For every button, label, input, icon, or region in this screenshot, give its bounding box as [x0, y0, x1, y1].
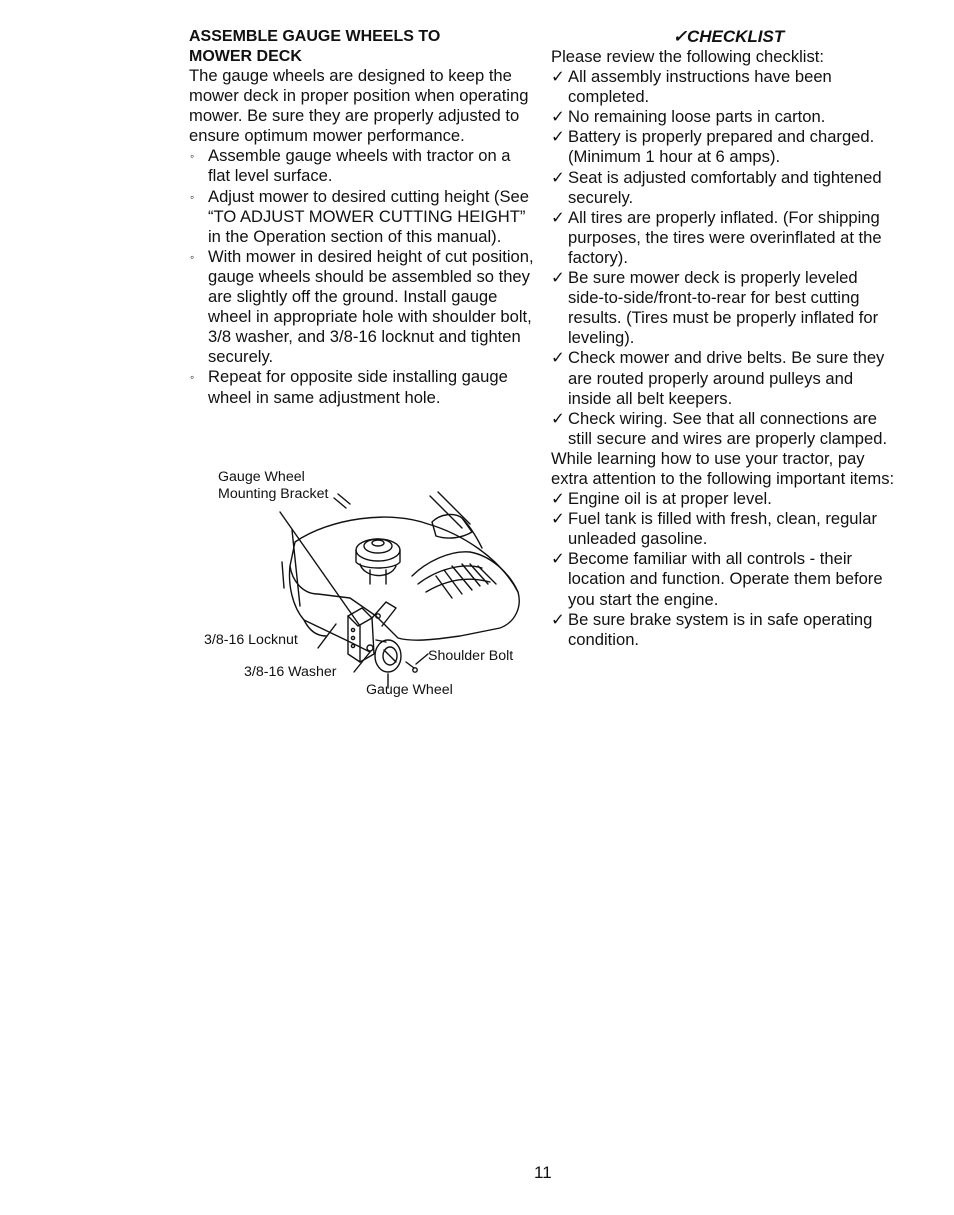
list-item: ✓ Check wiring. See that all connections are still secure and wires are properly clamped.	[551, 408, 888, 448]
checkmark-icon: ✓	[551, 549, 565, 569]
gauge-wheels-intro: The gauge wheels are designed to keep the mower deck in proper position when operating mower. Be sure they are properly adjusted to ensure optimum mower performance.	[189, 66, 529, 146]
checkmark-icon: ✓	[551, 127, 565, 147]
checkmark-icon: ✓	[551, 348, 565, 368]
heading-line-2: MOWER DECK	[189, 47, 302, 65]
label-bracket: Gauge Wheel Mounting Bracket	[218, 469, 329, 502]
list-item: ◦ With mower in desired height of cut position, gauge wheels should be assembled so they are slightly off the ground. Install gauge wheel in appropriate hole with shoulder bolt, 3/8 washer, and 3/8-16 locknut and tighten securely.	[190, 246, 534, 367]
checkmark-icon: ✓	[551, 167, 565, 187]
gauge-wheel-diagram	[200, 466, 540, 706]
page-number: 11	[534, 1163, 552, 1182]
list-item: ◦ Assemble gauge wheels with tractor on a flat level surface.	[190, 146, 511, 186]
list-item: ◦ Adjust mower to desired cutting height (See “TO ADJUST MOWER CUTTING HEIGHT” in the Operation section of this manual).	[190, 186, 529, 246]
heading-line-1: ASSEMBLE GAUGE WHEELS TO	[189, 28, 441, 45]
list-item: ✓ All tires are properly inflated. (For shipping purposes, the tires were overinflated at the factory).	[551, 207, 882, 267]
checkmark-icon: ✓	[551, 207, 565, 227]
gauge-wheels-steps	[189, 146, 534, 407]
list-item: ✓ Check mower and drive belts. Be sure they are routed properly around pulleys and inside all belt keepers.	[551, 348, 885, 408]
list-item: ✓ All assembly instructions have been completed.	[551, 67, 832, 107]
right-column	[551, 27, 896, 650]
checklist-heading: ✓CHECKLIST	[672, 27, 785, 46]
checklist-items	[551, 67, 896, 449]
label-shoulder-bolt: Shoulder Bolt	[428, 648, 514, 664]
bullet-icon: ◦	[190, 370, 195, 385]
checkmark-icon: ✓	[551, 268, 565, 288]
learning-items	[551, 489, 896, 650]
list-item: ✓ Become familiar with all controls - their location and function. Operate them before you start the engine.	[551, 549, 883, 609]
checkmark-icon: ✓	[551, 509, 565, 529]
list-item: ◦ Repeat for opposite side installing gauge wheel in same adjustment hole.	[190, 367, 508, 407]
list-item: ✓ Fuel tank is filled with fresh, clean, regular unleaded gasoline.	[551, 509, 877, 549]
bullet-icon: ◦	[190, 189, 195, 204]
checklist-intro: Please review the following checklist:	[551, 47, 825, 66]
list-item: ✓ Engine oil is at proper level.	[551, 489, 772, 509]
bullet-icon: ◦	[190, 149, 195, 164]
section-heading-gauge-wheels	[189, 27, 534, 66]
learning-intro: While learning how to use your tractor, pay extra attention to the following important items:	[551, 448, 895, 488]
checkmark-icon: ✓	[551, 609, 565, 629]
list-item: ✓ Seat is adjusted comfortably and tightened securely.	[551, 167, 882, 207]
checkmark-icon: ✓	[551, 107, 565, 127]
list-item: ✓ No remaining loose parts in carton.	[551, 107, 826, 127]
label-gauge-wheel: Gauge Wheel	[366, 682, 453, 698]
list-item: ✓ Battery is properly prepared and charged. (Minimum 1 hour at 6 amps).	[551, 127, 875, 167]
bullet-icon: ◦	[190, 249, 195, 264]
list-item: ✓ Be sure brake system is in safe operating condition.	[551, 609, 873, 649]
label-locknut: 3/8-16 Locknut	[204, 632, 298, 648]
checkmark-icon: ✓	[551, 489, 565, 509]
label-washer: 3/8-16 Washer	[244, 664, 337, 680]
checkmark-icon: ✓	[551, 408, 565, 428]
list-item: ✓ Be sure mower deck is properly leveled side-to-side/front-to-rear for best cutting results. (Tires must be properly inflated for leveling).	[551, 268, 879, 348]
checkmark-icon: ✓	[551, 67, 565, 87]
left-column	[189, 27, 534, 408]
